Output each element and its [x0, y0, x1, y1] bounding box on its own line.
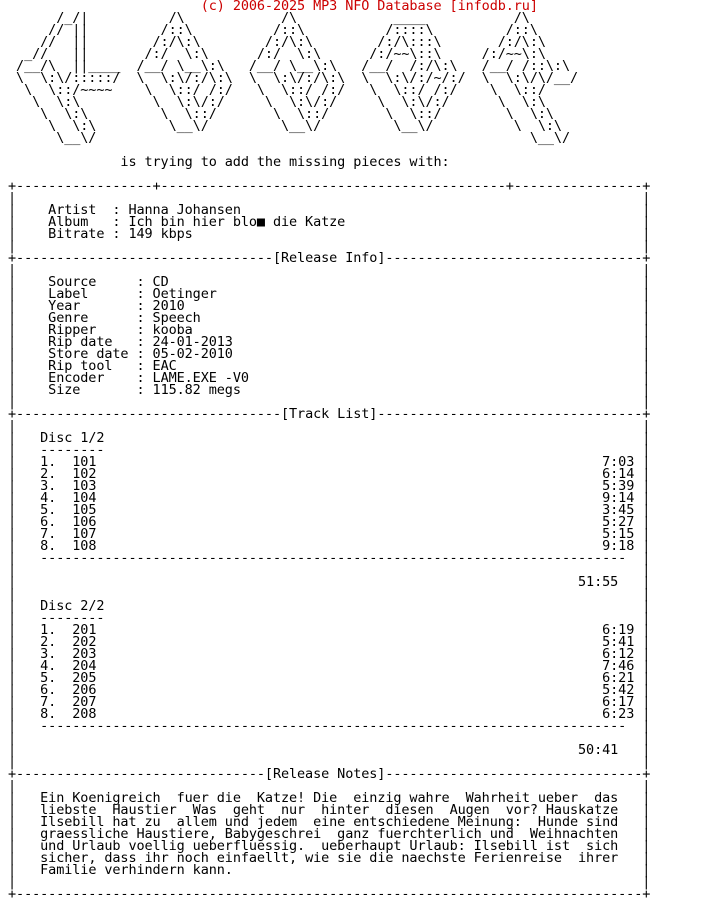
track-name: 204	[72, 658, 97, 674]
track-time: 5:15	[602, 526, 635, 542]
album-value: Ich bin hier blo■ die Katze	[128, 214, 346, 230]
intro-text: is trying to add the missing pieces with:	[0, 154, 450, 170]
release-info-header: +--------------------------------[Release Info]--------------------------------+	[0, 250, 651, 266]
box-blank: | |	[0, 874, 651, 890]
track-name: 208	[72, 706, 97, 722]
release-info-row: | Label : Oetinger |	[0, 286, 651, 302]
logo-art-line: \ \:\/:::::/ \ \:\/:/\:\ \ \:\/:/\:\ \ \:\/:/~/:/ \ \:\/\/__/	[0, 70, 578, 86]
release-info-value: Speech	[152, 310, 201, 326]
track-row: | 7. 107 5:15 |	[0, 526, 651, 542]
release-notes-line: graessliche Haustiere, Babygeschrei ganz fuerchterlich und Weihnachten	[40, 826, 619, 842]
release-notes-row: | Familie verhindern kann. |	[0, 862, 651, 878]
box-blank: | |	[0, 238, 651, 254]
track-name: 104	[72, 490, 97, 506]
track-row: | 4. 104 9:14 |	[0, 490, 651, 506]
release-info-row: | Size : 115.82 megs |	[0, 382, 651, 398]
track-row: | 1. 101 7:03 |	[0, 454, 651, 470]
album-row: | Album : Ich bin hier blo■ die Katze |	[0, 214, 651, 230]
artist-row: | Artist : Hanna Johansen |	[0, 202, 651, 218]
release-info-value: kooba	[152, 322, 193, 338]
box-blank: | |	[0, 562, 651, 578]
track-number: 4.	[16, 490, 73, 506]
logo-art-line: \ \:\ \__\/ \__\/ \__\/ \ \:\	[0, 118, 562, 134]
logo-art-line: /__/\ ||____ /__/ \__\:\ /__/ \__\:\ /__/ /:/\:\ /__/ /::\:\	[0, 58, 570, 74]
box-blank: | |	[0, 262, 651, 278]
release-info-row: | Rip date : 24-01-2013 |	[0, 334, 651, 350]
track-name: 206	[72, 682, 97, 698]
release-notes-line: Ein Koenigreich fuer die Katze! Die einzig wahre Wahrheit ueber das	[40, 790, 619, 806]
track-number: 6.	[16, 514, 73, 530]
box-blank: | |	[0, 754, 651, 770]
disc-underline: | -------- |	[0, 442, 651, 458]
track-row: | 6. 106 5:27 |	[0, 514, 651, 530]
track-number: 1.	[16, 454, 73, 470]
release-info-row: | Year : 2010 |	[0, 298, 651, 314]
track-time: 9:18	[602, 538, 635, 554]
track-time: 6:21	[602, 670, 635, 686]
track-number: 5.	[16, 670, 73, 686]
track-time: 6:12	[602, 646, 635, 662]
track-row: | 2. 102 6:14 |	[0, 466, 651, 482]
release-notes-line: sicher, dass ihr noch einfaellt, wie sie die naechste Ferienreise ihrer	[40, 850, 619, 866]
track-number: 3.	[16, 646, 73, 662]
bitrate-value: 149 kbps	[128, 226, 193, 242]
disc-total-rule: | ------------------------------------------------------------------------- |	[0, 550, 651, 566]
track-row: | 3. 203 6:12 |	[0, 646, 651, 662]
logo-art-line: \ \:\ \ \:\/:/ \ \:\/:/ \ \:\/:/ \ \:\	[0, 94, 546, 110]
intro	[0, 156, 650, 168]
release-notes-row: | graessliche Haustiere, Babygeschrei ganz fuerchterlich und Weihnachten |	[0, 826, 651, 842]
release-notes-line: Familie verhindern kann.	[40, 862, 233, 878]
track-row: | 3. 103 5:39 |	[0, 478, 651, 494]
disc-total-rule: | ------------------------------------------------------------------------- |	[0, 718, 651, 734]
release-notes-row: | liebste Haustier Was geht nur hinter diesen Augen vor? Hauskatze |	[0, 802, 651, 818]
disc-total-row: | 51:55 |	[0, 574, 651, 590]
release-notes-line: liebste Haustier Was geht nur hinter diesen Augen vor? Hauskatze	[40, 802, 619, 818]
release-notes-row: | sicher, dass ihr noch einfaellt, wie sie die naechste Ferienreise ihrer |	[0, 850, 651, 866]
track-row: | 5. 205 6:21 |	[0, 670, 651, 686]
track-name: 106	[72, 514, 97, 530]
track-number: 3.	[16, 478, 73, 494]
box-top: +-----------------+-------------------------------------------+----------------+	[0, 178, 651, 194]
disc-title-row: | Disc 1/2 |	[0, 430, 651, 446]
track-time: 7:46	[602, 658, 635, 674]
release-info-value: Oetinger	[152, 286, 217, 302]
track-time: 7:03	[602, 454, 635, 470]
track-row: | 2. 202 5:41 |	[0, 634, 651, 650]
track-row: | 6. 206 5:42 |	[0, 682, 651, 698]
disc-total: 50:41	[578, 742, 619, 758]
track-number: 1.	[16, 622, 73, 638]
track-time: 5:42	[602, 682, 635, 698]
box-blank: | |	[0, 190, 651, 206]
release-info-value: CD	[152, 274, 169, 290]
release-notes-header: +-------------------------------[Release Notes]--------------------------------+	[0, 766, 651, 782]
track-time: 9:14	[602, 490, 635, 506]
release-info-value: EAC	[152, 358, 177, 374]
track-time: 5:39	[602, 478, 635, 494]
release-info-value: 115.82 megs	[152, 382, 241, 398]
box-blank: | |	[0, 394, 651, 410]
disc-title: Disc 2/2	[40, 598, 105, 614]
disc-title-row: | Disc 2/2 |	[0, 598, 651, 614]
release-info-row: | Store date : 05-02-2010 |	[0, 346, 651, 362]
track-time: 3:45	[602, 502, 635, 518]
logo-art-line: \ \::/~~~~ \ \::/ /:/ \ \::/ /:/ \ \::/ /:/ \ \::/	[0, 82, 546, 98]
track-name: 203	[72, 646, 97, 662]
box-blank: | |	[0, 730, 651, 746]
logo-art-line: // || /:/\:\ /:/\:\ /:/\:::\ /:/\:\	[0, 34, 546, 50]
disc-title: Disc 1/2	[40, 430, 105, 446]
track-name: 101	[72, 454, 97, 470]
copyright-banner: (c) 2006-2025 MP3 NFO Database [infodb.ru]	[200, 0, 538, 14]
box-blank: | |	[0, 418, 651, 434]
logo-art-line: // || /::\ /::\ /::::\ /::\	[0, 22, 538, 38]
track-time: 6:19	[602, 622, 635, 638]
release-info-row: | Ripper : kooba |	[0, 322, 651, 338]
track-name: 105	[72, 502, 97, 518]
track-list-header: +---------------------------------[Track List]---------------------------------+	[0, 406, 651, 422]
section-title: [Release Notes]	[264, 766, 386, 782]
track-row: | 7. 207 6:17 |	[0, 694, 651, 710]
box-blank: | |	[0, 778, 651, 794]
release-info-row: | Rip tool : EAC |	[0, 358, 651, 374]
track-name: 202	[72, 634, 97, 650]
track-time: 6:17	[602, 694, 635, 710]
track-name: 102	[72, 466, 97, 482]
track-row: | 4. 204 7:46 |	[0, 658, 651, 674]
release-info-value: LAME.EXE -V0	[152, 370, 249, 386]
track-row: | 5. 105 3:45 |	[0, 502, 651, 518]
track-number: 7.	[16, 526, 73, 542]
disc-total-row: | 50:41 |	[0, 742, 651, 758]
track-time: 6:14	[602, 466, 635, 482]
section-title: [Release Info]	[272, 250, 386, 266]
track-number: 8.	[16, 538, 73, 554]
track-number: 4.	[16, 658, 73, 674]
release-notes-row: | Ilsebill hat zu allem und jedem eine entschiedene Meinung: Hunde sind |	[0, 814, 651, 830]
track-name: 103	[72, 478, 97, 494]
track-name: 108	[72, 538, 97, 554]
logo-art-line: \ \:\ \ \::/ \ \::/ \ \::/ \ \:\	[0, 106, 554, 122]
release-info-row: | Encoder : LAME.EXE -V0 |	[0, 370, 651, 386]
release-info-row: | Genre : Speech |	[0, 310, 651, 326]
track-number: 2.	[16, 634, 73, 650]
track-number: 6.	[16, 682, 73, 698]
track-name: 207	[72, 694, 97, 710]
box-blank: | |	[0, 586, 651, 602]
track-time: 6:23	[602, 706, 635, 722]
bitrate-row: | Bitrate : 149 kbps |	[0, 226, 651, 242]
track-name: 205	[72, 670, 97, 686]
logo-art-line: _// || /:/ \:\ /:/ \:\ /:/~~\::\ /:/~~\:\	[0, 46, 546, 62]
track-number: 2.	[16, 466, 73, 482]
release-notes-line: Ilsebill hat zu allem und jedem eine entschiedene Meinung: Hunde sind	[40, 814, 619, 830]
disc-underline: | -------- |	[0, 610, 651, 626]
track-number: 7.	[16, 694, 73, 710]
track-time: 5:41	[602, 634, 635, 650]
disc-total: 51:55	[578, 574, 619, 590]
artist-value: Hanna Johansen	[128, 202, 241, 218]
release-info-value: 2010	[152, 298, 185, 314]
track-number: 5.	[16, 502, 73, 518]
release-notes-line: und Urlaub voellig ueberfluessig. ueberhaupt Urlaub: Ilsebill ist sich	[40, 838, 619, 854]
release-info-row: | Source : CD |	[0, 274, 651, 290]
logo-art-line: \__\/ \__\/	[0, 130, 570, 146]
track-name: 107	[72, 526, 97, 542]
release-info-value: 24-01-2013	[152, 334, 233, 350]
track-number: 8.	[16, 706, 73, 722]
release-info-value: 05-02-2010	[152, 346, 233, 362]
release-notes-row: | und Urlaub voellig ueberfluessig. ueberhaupt Urlaub: Ilsebill ist sich |	[0, 838, 651, 854]
release-notes-row: | Ein Koenigreich fuer die Katze! Die einzig wahre Wahrheit ueber das |	[0, 790, 651, 806]
track-name: 201	[72, 622, 97, 638]
logo-art-line: /_/| /\ /\ ____ /\	[0, 10, 530, 26]
track-row: | 8. 208 6:23 |	[0, 706, 651, 722]
box-bottom: +------------------------------------------------------------------------------+	[0, 886, 651, 902]
section-title: [Track List]	[280, 406, 378, 422]
track-row: | 8. 108 9:18 |	[0, 538, 651, 554]
track-time: 5:27	[602, 514, 635, 530]
track-row: | 1. 201 6:19 |	[0, 622, 651, 638]
